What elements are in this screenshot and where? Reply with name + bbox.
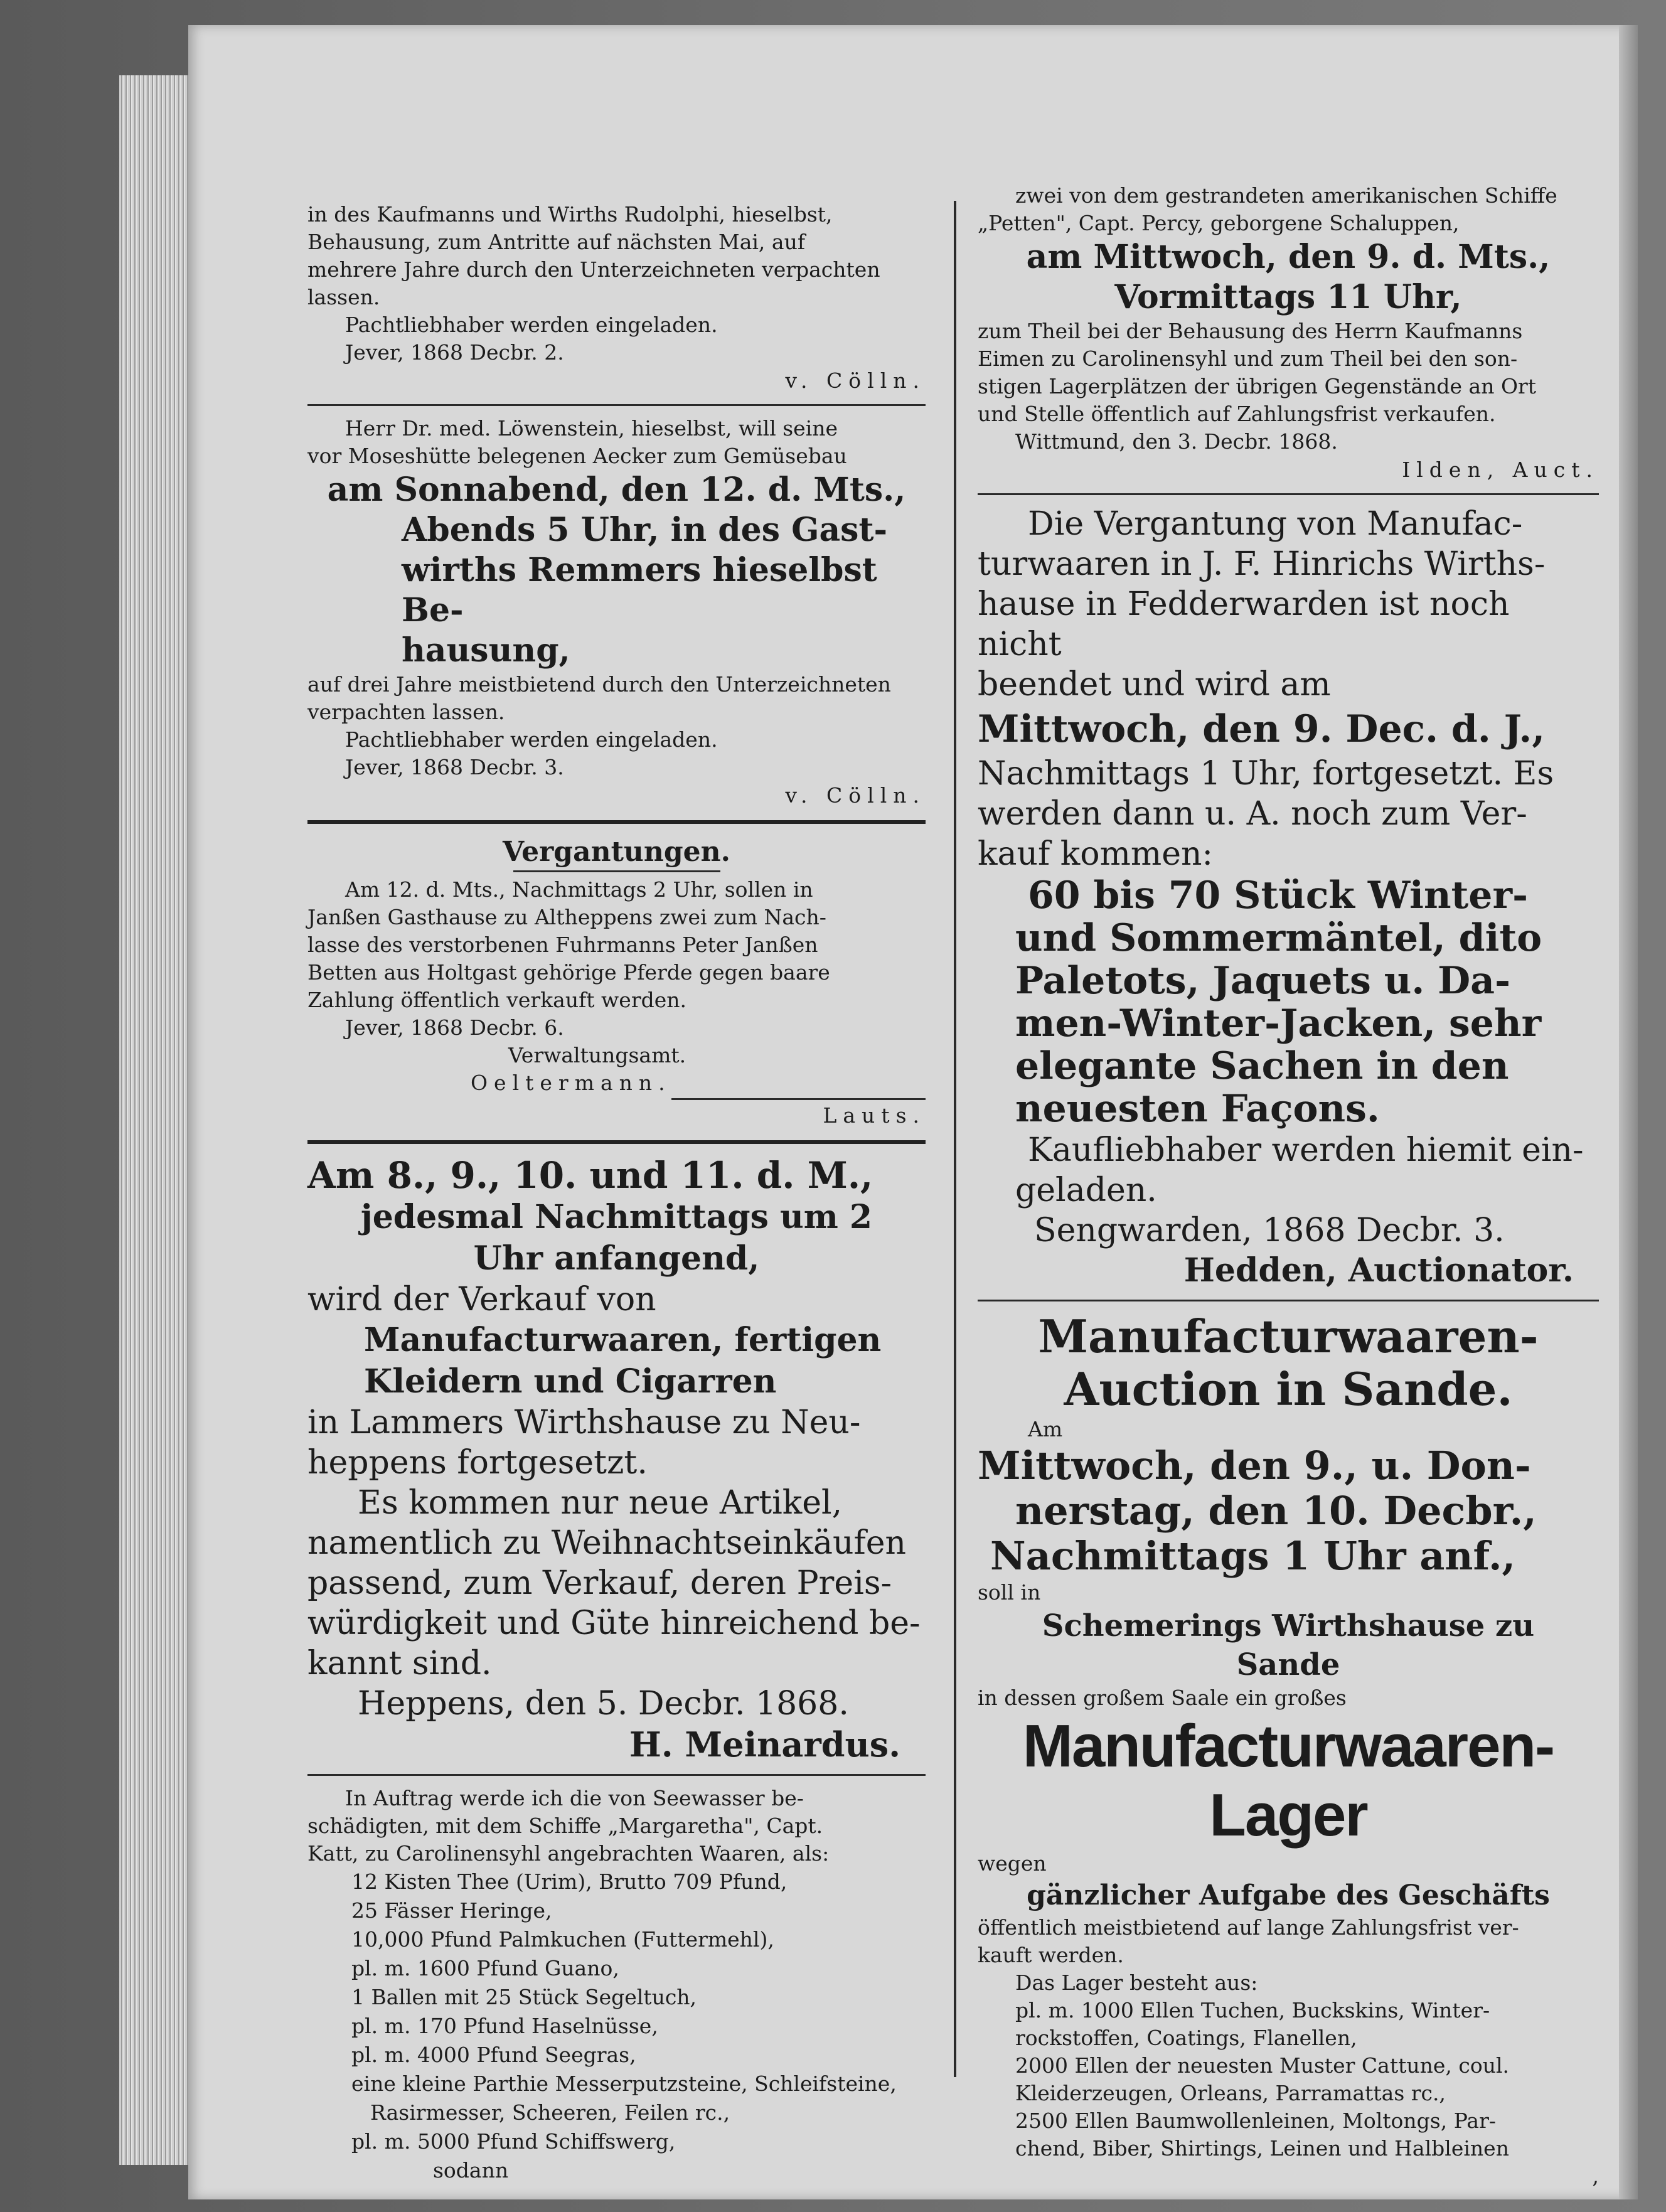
ad-line: „Petten", Capt. Percy, geborgene Schaluppen, <box>978 211 1460 235</box>
invite-line: Kaufliebhaber werden hiemit ein- <box>1028 1131 1584 1169</box>
goods-item: 2000 Ellen der neuesten Muster Cattune, coul. <box>1015 2053 1510 2078</box>
ad-title: Manufacturwaaren- <box>1038 1310 1539 1363</box>
ad-line: heppens fortgesetzt. <box>307 1444 648 1482</box>
goods-item: 25 Fässer Heringe, <box>351 1898 552 1923</box>
separator-rule <box>978 493 1599 495</box>
signature: v. Cölln. <box>785 783 926 808</box>
ad-heading-line: Abends 5 Uhr, in des Gast- <box>402 511 888 549</box>
goods-item: 10,000 Pfund Palmkuchen (Futtermehl), <box>351 1927 774 1952</box>
ad-petten-schaluppen <box>978 182 1599 484</box>
left-column <box>307 201 926 2185</box>
ad-line: stigen Lagerplätzen der übrigen Gegenstände an Ort <box>978 374 1537 398</box>
trailing-comma: , <box>1592 2164 1599 2188</box>
ad-line: namentlich zu Weihnachtseinkäufen <box>307 1524 906 1562</box>
ad-line: Katt, zu Carolinensyhl angebrachten Waaren, als: <box>307 1841 830 1866</box>
section-heading: Vergantungen. <box>503 836 730 868</box>
column-divider <box>954 201 956 2077</box>
ad-bold-line: Mittwoch, den 9. Dec. d. J., <box>978 707 1546 751</box>
ad-line: öffentlich meistbietend auf lange Zahlungsfrist ver- <box>978 1915 1519 1940</box>
signature: Ilden, Auct. <box>1402 457 1599 482</box>
ad-bold-line: und Sommermäntel, dito <box>1015 916 1542 960</box>
ad-line: in des Kaufmanns und Wirths Rudolphi, hieselbst, <box>307 202 833 227</box>
ad-line: soll in <box>978 1580 1041 1605</box>
separator-rule <box>307 404 926 406</box>
goods-item: eine kleine Parthie Messerputzsteine, Schleifsteine, <box>351 2071 897 2096</box>
ad-bold-line: Paletots, Jaquets u. Da- <box>1015 959 1510 1003</box>
signature: v. Cölln. <box>785 368 926 393</box>
ad-bold-line: elegante Sachen in den <box>1015 1044 1509 1088</box>
goods-item: sodann <box>433 2158 509 2183</box>
ad-line: lassen. <box>307 285 380 309</box>
ad-line: Zahlung öffentlich verkauft werden. <box>307 988 687 1012</box>
ad-loewenstein-lease <box>307 415 926 810</box>
ad-bold-line: jedesmal Nachmittags um 2 <box>360 1198 873 1236</box>
goods-item: pl. m. 5000 Pfund Schiffswerg, <box>351 2129 676 2154</box>
ad-heading-line: am Mittwoch, den 9. d. Mts., <box>1026 238 1551 276</box>
ad-line: vor Moseshütte belegenen Aecker zum Gemüsebau <box>307 444 847 468</box>
ad-line: und Stelle öffentlich auf Zahlungsfrist verkaufen. <box>978 402 1496 426</box>
goods-item: Rasirmesser, Scheeren, Feilen rc., <box>370 2100 730 2125</box>
ad-line: schädigten, mit dem Schiffe „Margaretha", Capt. <box>307 1814 823 1838</box>
goods-item: 2500 Ellen Baumwollenleinen, Moltongs, Par- <box>1015 2108 1497 2133</box>
page-curl-edge <box>1619 25 1638 2199</box>
signature: Oeltermann. <box>471 1071 671 1095</box>
ad-line: mehrere Jahre durch den Unterzeichneten verpachten <box>307 257 880 282</box>
separator-rule <box>307 1774 926 1776</box>
place-date: Jever, 1868 Decbr. 2. <box>345 340 564 365</box>
ad-meinardus-sale <box>307 1154 926 1765</box>
place-date: Heppens, den 5. Decbr. 1868. <box>358 1685 849 1723</box>
separator-rule <box>978 1300 1599 1301</box>
ad-bold-line: Kleidern und Cigarren <box>364 1362 777 1401</box>
goods-item: pl. m. 1600 Pfund Guano, <box>351 1956 619 1980</box>
goods-item: pl. m. 1000 Ellen Tuchen, Buckskins, Winter- <box>1015 1998 1490 2022</box>
ad-line: Am 12. d. Mts., Nachmittags 2 Uhr, sollen in <box>345 877 813 902</box>
ad-line: wird der Verkauf von <box>307 1281 656 1318</box>
goods-item: 1 Ballen mit 25 Stück Segeltuch, <box>351 1985 697 2009</box>
ad-line: kannt sind. <box>307 1645 492 1682</box>
lager-headline: Manufacturwaaren-Lager <box>1022 1712 1554 1849</box>
ad-line: verpachten lassen. <box>307 700 505 724</box>
ad-line: Behausung, zum Antritte auf nächsten Mai, auf <box>307 230 806 254</box>
ad-bold-line: Sande <box>1236 1647 1340 1682</box>
ad-bold-line: 60 bis 70 Stück Winter- <box>1028 874 1528 917</box>
place-date: Wittmund, den 3. Decbr. 1868. <box>1015 429 1338 454</box>
ad-line: zwei von dem gestrandeten amerikanischen Schiffe <box>1015 183 1557 208</box>
invite-line: Pachtliebhaber werden eingeladen. <box>345 727 718 752</box>
ad-rudolphi-lease <box>307 201 926 395</box>
ad-bold-line: Nachmittags 1 Uhr anf., <box>990 1533 1516 1579</box>
place-date: Jever, 1868 Decbr. 3. <box>345 755 564 779</box>
ad-line: kauft werden. <box>978 1943 1124 1967</box>
goods-item: Kleiderzeugen, Orleans, Parramattas rc., <box>1015 2081 1446 2105</box>
ad-bold-line: gänzlicher Aufgabe des Geschäfts <box>1027 1879 1550 1911</box>
ad-heading-line: am Sonnabend, den 12. d. Mts., <box>327 471 906 509</box>
ad-line: kauf kommen: <box>978 835 1213 873</box>
ad-vergantungen <box>307 834 926 1130</box>
ad-bold-line: Mittwoch, den 9., u. Don- <box>978 1443 1531 1488</box>
goods-item: rockstoffen, Coatings, Flanellen, <box>1015 2026 1357 2050</box>
ad-line: Herr Dr. med. Löwenstein, hieselbst, will seine <box>345 416 838 441</box>
ad-line: werden dann u. A. noch zum Ver- <box>978 795 1527 833</box>
place-date: Sengwarden, 1868 Decbr. 3. <box>1034 1212 1505 1249</box>
place-date: Jever, 1868 Decbr. 6. <box>345 1015 564 1040</box>
ad-line: Nachmittags 1 Uhr, fortgesetzt. Es <box>978 755 1554 793</box>
ad-line: Betten aus Holtgast gehörige Pferde gegen baare <box>307 960 830 985</box>
ad-bold-line: men-Winter-Jacken, sehr <box>1015 1002 1542 1045</box>
ad-bold-line: Manufacturwaaren, fertigen <box>364 1321 882 1359</box>
ad-line: zum Theil bei der Behausung des Herrn Kaufmanns <box>978 319 1523 343</box>
ad-line: wegen <box>978 1851 1047 1876</box>
ad-line: in dessen großem Saale ein großes <box>978 1686 1347 1710</box>
signature: Lauts. <box>823 1103 926 1128</box>
ad-line: würdigkeit und Güte hinreichend be- <box>307 1605 921 1642</box>
separator-rule-short <box>671 1098 926 1100</box>
signature: H. Meinardus. <box>629 1724 900 1765</box>
ad-line: lasse des verstorbenen Fuhrmanns Peter Janßen <box>307 932 818 957</box>
ad-fedderwarden-vergantung <box>978 504 1599 1291</box>
ad-line: in Lammers Wirthshause zu Neu- <box>307 1404 861 1441</box>
ad-bold-line: nerstag, den 10. Decbr., <box>1015 1488 1537 1534</box>
book-page-edges <box>119 75 195 2165</box>
ad-line: turwaaren in J. F. Hinrichs Wirths- <box>978 545 1546 583</box>
goods-item: 12 Kisten Thee (Urim), Brutto 709 Pfund, <box>351 1869 788 1894</box>
ad-line: passend, zum Verkauf, deren Preis- <box>307 1564 892 1602</box>
ad-heading-line: wirths Remmers hieselbst Be- <box>402 551 877 629</box>
invite-line: Pachtliebhaber werden eingeladen. <box>345 313 718 337</box>
ad-margaretha-goods <box>307 1785 926 2185</box>
signature: Hedden, Auctionator. <box>1183 1251 1574 1290</box>
right-column <box>978 182 1599 2190</box>
ad-line: Es kommen nur neue Artikel, <box>358 1484 843 1522</box>
ad-sande-auction <box>978 1310 1599 2190</box>
separator-rule <box>307 820 926 824</box>
ad-line: In Auftrag werde ich die von Seewasser be- <box>345 1786 804 1810</box>
ad-bold-line: Uhr anfangend, <box>473 1239 760 1278</box>
ad-line: Janßen Gasthause zu Altheppens zwei zum Nach- <box>307 905 826 929</box>
ad-line: hause in Fedderwarden ist noch nicht <box>978 585 1510 663</box>
ad-title: Auction in Sande. <box>1064 1362 1513 1416</box>
ad-heading-line: Vormittags 11 Uhr, <box>1114 278 1462 316</box>
goods-item: pl. m. 4000 Pfund Seegras, <box>351 2043 636 2067</box>
ad-bold-line: neuesten Façons. <box>1015 1087 1380 1131</box>
ad-line: Die Vergantung von Manufac- <box>1028 505 1523 543</box>
office-line: Verwaltungsamt. <box>508 1043 686 1067</box>
ad-heading-line: hausung, <box>402 631 570 670</box>
ad-bold-line: Am 8., 9., 10. und 11. d. M., <box>307 1154 873 1197</box>
ad-line: Eimen zu Carolinensyhl und zum Theil bei den son- <box>978 346 1518 371</box>
goods-item: pl. m. 170 Pfund Haselnüsse, <box>351 2014 658 2038</box>
ad-line: beendet und wird am <box>978 666 1331 703</box>
ad-line: Am <box>1028 1417 1063 1441</box>
goods-item: chend, Biber, Shirtings, Leinen und Halbleinen <box>1015 2136 1509 2161</box>
ad-line: auf drei Jahre meistbietend durch den Unterzeichneten <box>307 672 891 697</box>
ad-bold-line: Schemerings Wirthshause zu <box>1042 1608 1535 1643</box>
ad-line: Das Lager besteht aus: <box>1015 1970 1258 1995</box>
separator-rule <box>307 1140 926 1144</box>
invite-line: geladen. <box>1015 1172 1157 1209</box>
heading-underline <box>513 870 720 872</box>
